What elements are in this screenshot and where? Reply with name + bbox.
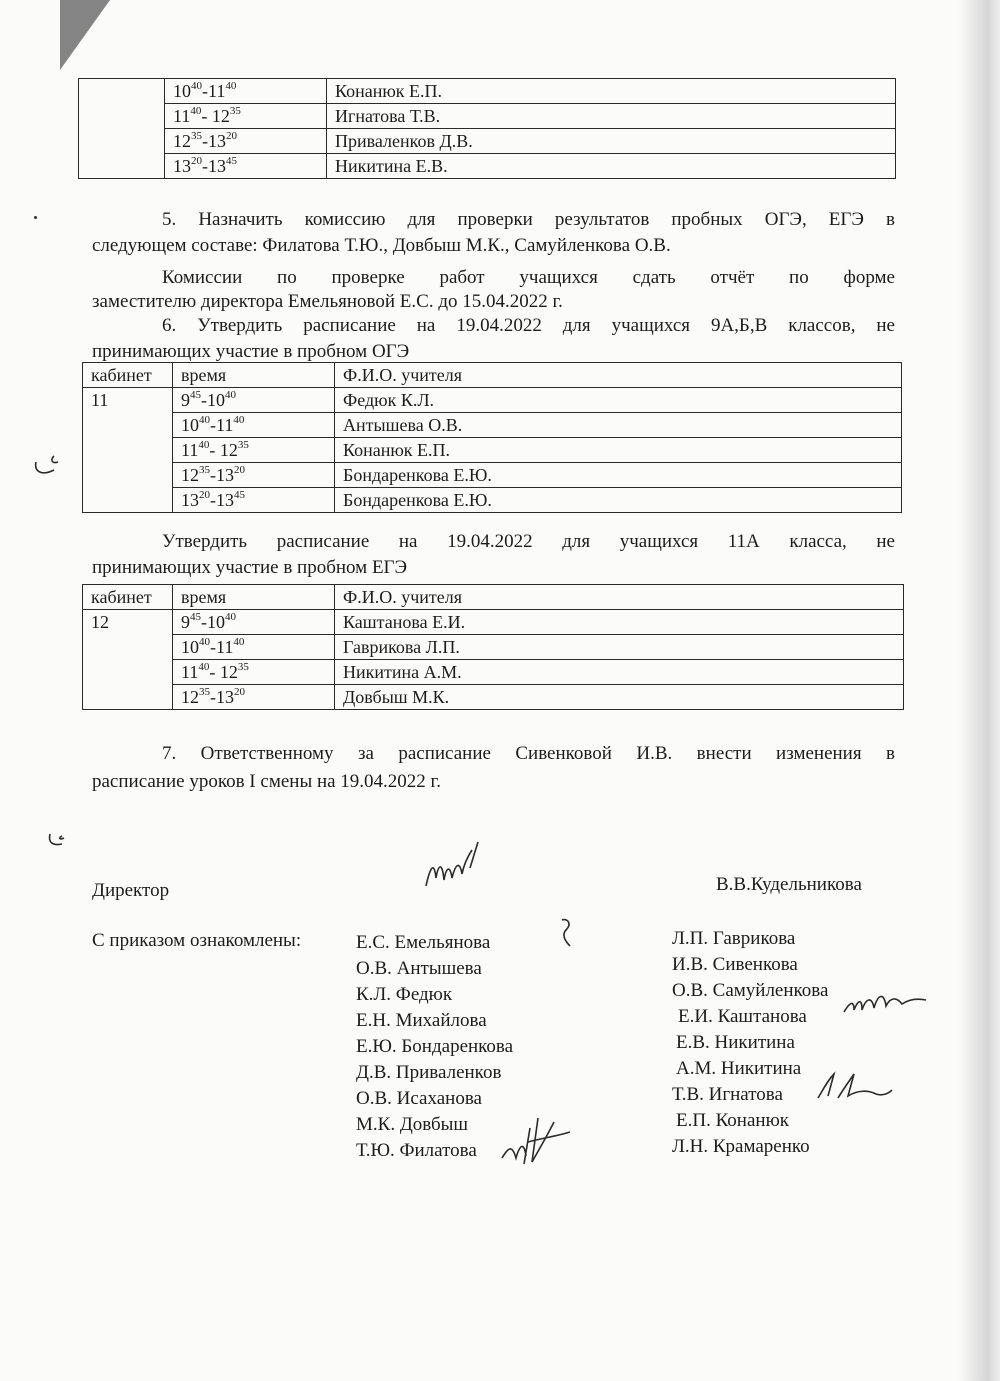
table-row xyxy=(79,104,896,129)
item5-line2: следующем составе: Филатова Т.Ю., Довбыш М.К., Самуйленкова О.В. xyxy=(92,235,671,256)
table-row xyxy=(83,610,904,635)
emelyanova-initial-mark xyxy=(554,916,584,954)
director-signature xyxy=(420,838,500,898)
list-item: Е.Ю. Бондаренкова xyxy=(356,1036,514,1057)
teacher-cell: Антышева О.В. xyxy=(335,413,902,438)
folded-corner xyxy=(60,0,110,70)
item5-line1: 5. Назначить комиссию для проверки результатов пробных ОГЭ, ЕГЭ в xyxy=(162,209,895,230)
item7-line1: 7. Ответственному за расписание Сивенковой И.В. внести изменения в xyxy=(162,743,895,764)
list-item: К.Л. Федюк xyxy=(356,984,453,1005)
margin-check-mark xyxy=(32,452,62,482)
list-item: Е.В. Никитина xyxy=(676,1032,795,1053)
ignatova-signature xyxy=(814,1068,894,1104)
item6-line1: 6. Утвердить расписание на 19.04.2022 для учащихся 9А,Б,В классов, не xyxy=(162,315,895,336)
scan-speck xyxy=(34,216,37,219)
scan-edge-shadow xyxy=(958,0,1000,1381)
teacher-cell: Конанюк Е.П. xyxy=(335,438,902,463)
time-cell: $9^{45}-10^{40}$ xyxy=(173,388,335,413)
director-label: Директор xyxy=(92,880,170,901)
list-item: А.М. Никитина xyxy=(676,1058,802,1079)
list-item: Е.П. Конанюк xyxy=(676,1110,789,1131)
time-cell: $10^{40}-11^{40}$ xyxy=(173,635,335,660)
schedule-table-oge xyxy=(82,362,902,513)
time-cell: $12^{35}-13^{20}$ xyxy=(173,685,335,710)
header-room: кабинет xyxy=(83,585,173,610)
teacher-cell: Игнатова Т.В. xyxy=(327,104,896,129)
director-name: В.В.Кудельникова xyxy=(716,874,862,895)
list-item: Е.И. Каштанова xyxy=(678,1006,807,1027)
table-row xyxy=(83,438,902,463)
header-time: время xyxy=(173,585,335,610)
table-row xyxy=(79,154,896,179)
kashtanova-signature xyxy=(840,986,930,1022)
item5-line4: заместителю директора Емельяновой Е.С. до 15.04.2022 г. xyxy=(92,291,563,312)
table-row xyxy=(83,413,902,438)
time-cell: $13^{20}-13^{45}$ xyxy=(165,154,327,179)
teacher-cell: Бондаренкова Е.Ю. xyxy=(335,463,902,488)
item7-line2: расписание уроков I смены на 19.04.2022 г. xyxy=(92,771,441,792)
teacher-cell: Никитина А.М. xyxy=(335,660,904,685)
teacher-cell: Бондаренкова Е.Ю. xyxy=(335,488,902,513)
list-item: Е.С. Емельянова xyxy=(356,932,491,953)
table-row xyxy=(79,129,896,154)
list-item: И.В. Сивенкова xyxy=(672,954,798,975)
time-cell: $12^{35}-13^{20}$ xyxy=(165,129,327,154)
list-item: Е.Н. Михайлова xyxy=(356,1010,487,1031)
teacher-cell: Конанюк Е.П. xyxy=(327,79,896,104)
header-room: кабинет xyxy=(83,363,173,388)
list-item: О.В. Самуйленкова xyxy=(672,980,829,1001)
time-cell: $10^{40}-11^{40}$ xyxy=(173,413,335,438)
table-row xyxy=(83,488,902,513)
item6b-line1: Утвердить расписание на 19.04.2022 для учащихся 11А класса, не xyxy=(162,531,895,552)
header-teacher: Ф.И.О. учителя xyxy=(335,585,904,610)
item6-line2: принимающих участие в пробном ОГЭ xyxy=(92,341,410,362)
header-teacher: Ф.И.О. учителя xyxy=(335,363,902,388)
teacher-cell: Каштанова Е.И. xyxy=(335,610,904,635)
time-cell: $9^{45}-10^{40}$ xyxy=(173,610,335,635)
teacher-cell: Никитина Е.В. xyxy=(327,154,896,179)
acquainted-right-list xyxy=(672,926,828,1160)
table-row xyxy=(83,635,904,660)
list-item: Л.П. Гаврикова xyxy=(672,928,796,949)
time-cell: $10^{40}-11^{40}$ xyxy=(165,79,327,104)
table-header-row xyxy=(83,585,904,610)
room-cell xyxy=(79,79,165,179)
table-header-row xyxy=(83,363,902,388)
item6b-line2: принимающих участие в пробном ЕГЭ xyxy=(92,557,408,578)
list-item: Л.Н. Крамаренко xyxy=(672,1136,810,1157)
list-item: Т.В. Игнатова xyxy=(672,1084,783,1105)
list-item: О.В. Антышева xyxy=(356,958,482,979)
list-item: Д.В. Приваленков xyxy=(356,1062,502,1083)
time-cell: $11^{40}-$ $12^{35}$ xyxy=(165,104,327,129)
item5-line3: Комиссии по проверке работ учащихся сдать отчёт по форме xyxy=(162,267,895,288)
time-cell: $13^{20}-13^{45}$ xyxy=(173,488,335,513)
filatova-signature xyxy=(498,1108,578,1168)
table-row xyxy=(83,685,904,710)
header-time: время xyxy=(173,363,335,388)
list-item: О.В. Исаханова xyxy=(356,1088,482,1109)
table-row xyxy=(83,463,902,488)
acquainted-label: С приказом ознакомлены: xyxy=(92,930,302,951)
time-cell: $11^{40}-$ $12^{35}$ xyxy=(173,438,335,463)
list-item: М.К. Довбыш xyxy=(356,1114,469,1135)
schedule-table-continued xyxy=(78,78,896,179)
table-row xyxy=(83,660,904,685)
list-item: Т.Ю. Филатова xyxy=(356,1140,477,1161)
acquainted-left-list xyxy=(356,930,513,1164)
time-cell: $12^{35}-13^{20}$ xyxy=(173,463,335,488)
teacher-cell: Федюк К.Л. xyxy=(335,388,902,413)
margin-check-mark xyxy=(46,830,70,854)
table-row xyxy=(83,388,902,413)
teacher-cell: Довбыш М.К. xyxy=(335,685,904,710)
teacher-cell: Приваленков Д.В. xyxy=(327,129,896,154)
room-cell: 12 xyxy=(83,610,173,710)
time-cell: $11^{40}-$ $12^{35}$ xyxy=(173,660,335,685)
table-row xyxy=(79,79,896,104)
schedule-table-ege xyxy=(82,584,904,710)
room-cell: 11 xyxy=(83,388,173,513)
teacher-cell: Гаврикова Л.П. xyxy=(335,635,904,660)
